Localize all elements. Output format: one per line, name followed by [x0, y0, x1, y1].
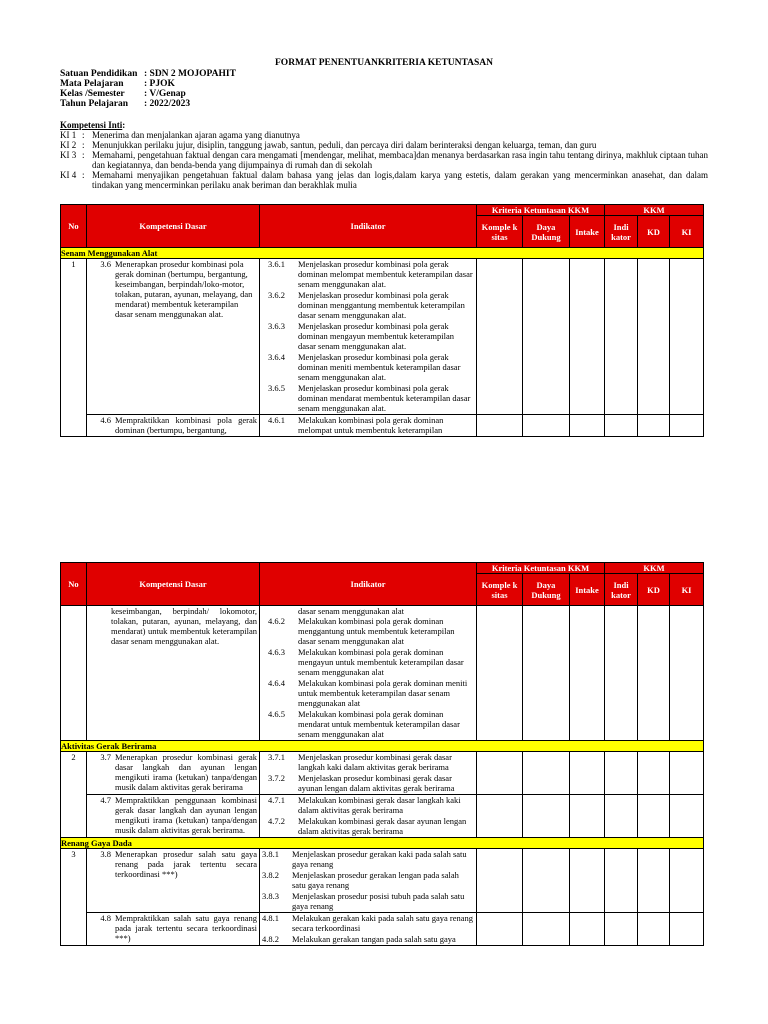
kd-text: Mempraktikkan salah satu gaya renang pada jarak tertentu secara terkoordinasi ***) [115, 913, 257, 943]
kkm-table-page2 [60, 562, 704, 946]
ki-item [60, 170, 708, 190]
kd-number: 3.6 [100, 259, 111, 269]
kd-text: Menerapkan prosedur kombinasi gerak dasar langkah dan ayunan lengan mengikuti irama (ketukan) tanpa/dengan musik dalam aktivitas gerak berirama [115, 752, 257, 792]
kd-item [87, 415, 259, 435]
kompleksitas-cell[interactable] [477, 913, 523, 946]
indikator-number: 3.6.2 [268, 290, 285, 300]
col-ki: KI [670, 216, 704, 248]
indikator-cell [260, 606, 477, 741]
col-indikator-kkm: Indi kator [605, 574, 638, 606]
kompleksitas-cell[interactable] [477, 606, 523, 741]
indikator-number: 3.8.2 [262, 870, 279, 880]
row-number: 1 [61, 259, 87, 437]
kkm-ki-cell[interactable] [670, 606, 704, 741]
kkm-kd-cell[interactable] [638, 606, 670, 741]
table-row [61, 913, 704, 946]
table-row [61, 415, 704, 437]
kd-item [87, 849, 259, 879]
indikator-item [260, 616, 476, 646]
kkm-kd-cell[interactable] [638, 259, 670, 415]
indikator-number: 3.6.1 [268, 259, 285, 269]
col-ki: KI [670, 574, 704, 606]
table-header-row [61, 205, 704, 216]
kkm-ki-cell[interactable] [670, 795, 704, 838]
kkm-ki-cell[interactable] [670, 752, 704, 795]
kkm-kd-cell[interactable] [638, 415, 670, 437]
col-kd: KD [638, 574, 670, 606]
meta-label: Kelas /Semester [60, 89, 125, 99]
kkm-indikator-cell[interactable] [605, 795, 638, 838]
table-row [61, 752, 704, 795]
kd-number: 4.8 [100, 913, 111, 923]
col-kriteria-group: Kriteria Ketuntasan KKM [477, 563, 605, 574]
ki-heading [60, 120, 708, 130]
indikator-text: Melakukan kombinasi gerak dasar langkah kaki dalam aktivitas gerak berirama [298, 795, 461, 815]
daya-dukung-cell[interactable] [523, 606, 570, 741]
indikator-text: Menjelaskan prosedur kombinasi pola gerak dominan menggantung membentuk keterampilan dasar senam menggunakan alat. [298, 290, 465, 320]
ki-title: Kompetensi Inti [60, 120, 123, 130]
indikator-item [260, 934, 476, 944]
kkm-ki-cell[interactable] [670, 849, 704, 913]
kd-text: Menerapkan prosedur salah satu gaya renang pada jarak tertentu secara terkoordinasi ***) [115, 849, 257, 879]
kkm-indikator-cell[interactable] [605, 849, 638, 913]
kd-number: 4.7 [100, 795, 111, 805]
ki-text: Menunjukkan perilaku jujur, disiplin, tanggung jawab, santun, peduli, dan percaya diri dalam berinteraksi dengan keluarga, teman, dan guru [92, 140, 597, 150]
kd-item [87, 795, 259, 835]
kkm-ki-cell[interactable] [670, 259, 704, 415]
indikator-number: 4.8.1 [262, 913, 279, 923]
col-daya-dukung: Daya Dukung [523, 216, 570, 248]
indikator-number: 4.6.3 [268, 647, 285, 657]
col-kriteria-group: Kriteria Ketuntasan KKM [477, 205, 605, 216]
col-indikator: Indikator [260, 205, 477, 248]
kd-cell [87, 752, 260, 795]
meta-label: Satuan Pendidikan [60, 69, 138, 79]
ki-sep: : [82, 150, 85, 160]
document-title: FORMAT PENENTUANKRITERIA KETUNTASAN [275, 58, 493, 68]
indikator-text: Menjelaskan prosedur posisi tubuh pada salah satu gaya renang [292, 891, 465, 911]
meta-row [60, 69, 236, 79]
indikator-cell [260, 259, 477, 415]
indikator-cell [260, 849, 477, 913]
indikator-number: 4.6.4 [268, 678, 285, 688]
intake-cell[interactable] [570, 795, 605, 838]
indikator-item [260, 891, 476, 911]
daya-dukung-cell[interactable] [523, 259, 570, 415]
indikator-text: Melakukan kombinasi pola gerak dominan melompat untuk membentuk keterampilan [298, 415, 444, 435]
document-meta [60, 69, 236, 109]
meta-value: : SDN 2 MOJOPAHIT [144, 69, 236, 79]
indikator-text: Menjelaskan prosedur gerakan kaki pada salah satu gaya renang [292, 849, 467, 869]
intake-cell[interactable] [570, 849, 605, 913]
indikator-item [260, 773, 476, 793]
col-intake: Intake [570, 574, 605, 606]
section-row [61, 741, 704, 752]
ki-sep: : [82, 170, 85, 180]
row-number: 3 [61, 849, 87, 946]
col-kkm-group: KKM [605, 205, 704, 216]
row-number [61, 606, 87, 741]
indikator-text: Melakukan kombinasi pola gerak dominan menggantung untuk membentuk keterampilan dasar senam menggunakan alat [298, 616, 455, 646]
indikator-item [260, 290, 476, 320]
indikator-item [260, 678, 476, 708]
indikator-number: 4.8.2 [262, 934, 279, 944]
indikator-number: 4.6.2 [268, 616, 285, 626]
indikator-text: Melakukan kombinasi gerak dasar ayunan lengan dalam aktivitas gerak berirama [298, 816, 467, 836]
indikator-item [260, 816, 476, 836]
kkm-indikator-cell[interactable] [605, 606, 638, 741]
indikator-text-continued: dasar senam menggunakan alat [298, 606, 404, 616]
indikator-text: Menjelaskan prosedur gerakan lengan pada salah satu gaya renang [292, 870, 459, 890]
indikator-number: 3.6.3 [268, 321, 285, 331]
indikator-item [260, 415, 476, 435]
table-row [61, 795, 704, 838]
indikator-cell [260, 913, 477, 946]
daya-dukung-cell[interactable] [523, 849, 570, 913]
ki-code: KI 4 [60, 170, 77, 180]
kd-item [87, 752, 259, 792]
indikator-number: 3.6.4 [268, 352, 285, 362]
indikator-number: 3.8.1 [262, 849, 279, 859]
ki-sep: : [82, 140, 85, 150]
kompleksitas-cell[interactable] [477, 849, 523, 913]
meta-value: : PJOK [144, 79, 175, 89]
indikator-text: Menjelaskan prosedur kombinasi gerak dasar ayunan lengan dalam aktivitas gerak berirama [298, 773, 455, 793]
kkm-kd-cell[interactable] [638, 752, 670, 795]
intake-cell[interactable] [570, 606, 605, 741]
kd-cell [87, 606, 260, 741]
intake-cell[interactable] [570, 752, 605, 795]
section-row [61, 838, 704, 849]
ki-text: Menerima dan menjalankan ajaran agama yang dianutnya [92, 130, 300, 140]
ki-item [60, 150, 708, 170]
kkm-ki-cell[interactable] [670, 913, 704, 946]
daya-dukung-cell[interactable] [523, 913, 570, 946]
indikator-item [260, 709, 476, 739]
indikator-number: 3.7.2 [268, 773, 285, 783]
kkm-ki-cell[interactable] [670, 415, 704, 437]
kd-number: 3.7 [100, 752, 111, 762]
kd-item [87, 259, 259, 319]
intake-cell[interactable] [570, 913, 605, 946]
ki-code: KI 2 [60, 140, 77, 150]
indikator-text: Menjelaskan prosedur kombinasi gerak dasar langkah kaki dalam aktivitas gerak berirama [298, 752, 452, 772]
ki-item [60, 140, 708, 150]
section-title: Senam Menggunakan Alat [61, 248, 704, 259]
row-number: 2 [61, 752, 87, 838]
col-intake: Intake [570, 216, 605, 248]
indikator-text: Menjelaskan prosedur kombinasi pola gerak dominan mendarat membentuk keterampilan dasar senam menggunakan alat. [298, 383, 471, 413]
indikator-number: 3.8.3 [262, 891, 279, 901]
indikator-text: Melakukan kombinasi pola gerak dominan mengayun untuk membentuk keterampilan dasar senam menggunakan alat [298, 647, 464, 677]
kkm-indikator-cell[interactable] [605, 415, 638, 437]
indikator-number: 4.6.5 [268, 709, 285, 719]
indikator-item [260, 647, 476, 677]
ki-code: KI 1 [60, 130, 77, 140]
ki-text: Memahami, pengetahuan faktual dengan cara mengamati [mendengar, melihat, membaca]dan menanya berdasarkan rasa ingin tahu tentang dirinya, makhluk ciptaan tuhan dan kegiatannya, dan benda-benda yang dijumpainya di rumah dan di sekolah [92, 150, 708, 170]
indikator-item [260, 870, 476, 890]
meta-value: : V/Genap [144, 89, 186, 99]
indikator-text: Melakukan kombinasi pola gerak dominan mendarat untuk membentuk keterampilan dasar senam menggunakan alat [298, 709, 460, 739]
col-kd: KD [638, 216, 670, 248]
indikator-number: 3.6.5 [268, 383, 285, 393]
kd-cell [87, 795, 260, 838]
indikator-number: 4.7.1 [268, 795, 285, 805]
section-title: Renang Gaya Dada [61, 838, 704, 849]
indikator-item [260, 913, 476, 933]
indikator-item [260, 259, 476, 289]
daya-dukung-cell[interactable] [523, 415, 570, 437]
col-kompetensi-dasar: Kompetensi Dasar [87, 205, 260, 248]
indikator-item [260, 321, 476, 351]
ki-title-colon: : [122, 120, 126, 130]
kd-cell [87, 913, 260, 946]
kkm-kd-cell[interactable] [638, 913, 670, 946]
col-kkm-group: KKM [605, 563, 704, 574]
indikator-cell [260, 415, 477, 437]
indikator-text: Menjelaskan prosedur kombinasi pola gerak dominan mengayun membentuk keterampilan dasar senam menggunakan alat. [298, 321, 455, 351]
indikator-cell [260, 752, 477, 795]
daya-dukung-cell[interactable] [523, 752, 570, 795]
indikator-number: 3.7.1 [268, 752, 285, 762]
kompetensi-inti [60, 120, 708, 190]
indikator-item [260, 352, 476, 382]
indikator-text: Melakukan kombinasi pola gerak dominan meniti untuk membentuk keterampilan dasar senam menggunakan alat [298, 678, 468, 708]
meta-row [60, 89, 236, 99]
kompleksitas-cell[interactable] [477, 752, 523, 795]
table-header-row [61, 563, 704, 574]
meta-row [60, 99, 236, 109]
kd-item [87, 913, 259, 943]
meta-value: : 2022/2023 [144, 99, 191, 109]
meta-row [60, 79, 236, 89]
kd-number: 3.8 [100, 849, 111, 859]
indikator-item [260, 795, 476, 815]
kompleksitas-cell[interactable] [477, 259, 523, 415]
table-row [61, 606, 704, 741]
indikator-text: Menjelaskan prosedur kombinasi pola gerak dominan meniti membentuk keterampilan dasar senam menggunakan alat. [298, 352, 461, 382]
kd-cell [87, 259, 260, 415]
table-row [61, 849, 704, 913]
indikator-text: Melakukan gerakan kaki pada salah satu gaya renang secara terkoordinasi [292, 913, 474, 933]
indikator-number: 4.6.1 [268, 415, 285, 425]
table-row [61, 259, 704, 415]
indikator-text: Melakukan gerakan tangan pada salah satu gaya [292, 934, 456, 944]
col-no: No [61, 563, 87, 606]
col-indikator: Indikator [260, 563, 477, 606]
kkm-kd-cell[interactable] [638, 849, 670, 913]
indikator-item [260, 849, 476, 869]
col-no: No [61, 205, 87, 248]
kd-number: 4.6 [100, 415, 111, 425]
indikator-item [260, 752, 476, 772]
kkm-table-page1 [60, 204, 704, 437]
intake-cell[interactable] [570, 415, 605, 437]
kompleksitas-cell[interactable] [477, 795, 523, 838]
section-row [61, 248, 704, 259]
ki-sep: : [82, 130, 85, 140]
col-kompleksitas: Komple k sitas [477, 574, 523, 606]
kd-text: Menerapkan prosedur kombinasi pola gerak dominan (bertumpu, bergantung, keseimbangan, berpindah/loko-motor, tolakan, putaran, ayunan, melayang, dan mendarat) membentuk keterampilan dasar senam menggunakan alat. [115, 259, 253, 319]
daya-dukung-cell[interactable] [523, 795, 570, 838]
ki-code: KI 3 [60, 150, 77, 160]
kkm-kd-cell[interactable] [638, 795, 670, 838]
intake-cell[interactable] [570, 259, 605, 415]
col-kompleksitas: Komple k sitas [477, 216, 523, 248]
section-title: Aktivitas Gerak Berirama [61, 741, 704, 752]
kkm-indikator-cell[interactable] [605, 259, 638, 415]
indikator-cell [260, 795, 477, 838]
kd-text: Mempraktikkan penggunaan kombinasi gerak dasar langkah dan ayunan lengan mengikuti irama (ketukan) tanpa/dengan musik dalam aktivitas gerak berirama. [115, 795, 257, 835]
col-kompetensi-dasar: Kompetensi Dasar [87, 563, 260, 606]
kd-text: Mempraktikkan kombinasi pola gerak dominan (bertumpu, bergantung, [115, 415, 257, 435]
kompleksitas-cell[interactable] [477, 415, 523, 437]
kd-text-continued: keseimbangan, berpindah/ lokomotor, tolakan, putaran, ayunan, melayang, dan mendarat) untuk membentuk keterampilan dasar senam menggunakan alat. [111, 606, 257, 646]
ki-item [60, 130, 708, 140]
kd-cell [87, 849, 260, 913]
indikator-text: Menjelaskan prosedur kombinasi pola gerak dominan melompat membentuk keterampilan dasar senam menggunakan alat. [298, 259, 473, 289]
indikator-item [260, 383, 476, 413]
kkm-indikator-cell[interactable] [605, 752, 638, 795]
ki-text: Memahami menyajikan pengetahuan faktual dalam bahasa yang jelas dan logis,dalam karya yang estetis, dalam gerakan yang mencerminkan anasehat, dan dalam tindakan yang mencerminkan perilaku anak beriman dan berakhlak mulia [92, 170, 708, 190]
meta-label: Mata Pelajaran [60, 79, 124, 89]
kkm-indikator-cell[interactable] [605, 913, 638, 946]
meta-label: Tahun Pelajaran [60, 99, 129, 109]
col-indikator-kkm: Indi kator [605, 216, 638, 248]
col-daya-dukung: Daya Dukung [523, 574, 570, 606]
indikator-number: 4.7.2 [268, 816, 285, 826]
kd-cell [87, 415, 260, 437]
